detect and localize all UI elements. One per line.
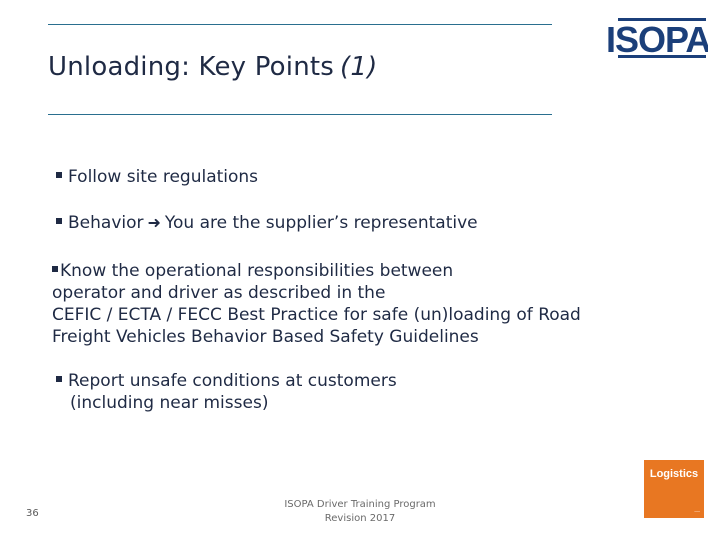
slide-title bbox=[48, 52, 377, 82]
bullet-item bbox=[52, 260, 682, 348]
bullet-square-icon bbox=[56, 218, 62, 224]
page-number: 36 bbox=[26, 508, 39, 519]
bullet-square-icon bbox=[52, 266, 58, 272]
bottom-divider bbox=[48, 114, 552, 115]
bullet-item bbox=[56, 166, 258, 188]
top-divider bbox=[48, 24, 552, 25]
bullet-line: Freight Vehicles Behavior Based Safety Guidelines bbox=[52, 327, 479, 347]
bullet-text: Behavior bbox=[68, 213, 144, 233]
isopa-logo-graphic bbox=[604, 16, 708, 66]
footer-line: ISOPA Driver Training Program bbox=[284, 499, 436, 510]
bullet-line: CEFIC / ECTA / FECC Best Practice for safe (un)loading of Road bbox=[52, 305, 581, 325]
slide-title-number: (1) bbox=[340, 52, 378, 82]
isopa-logo bbox=[604, 16, 708, 66]
bullet-item bbox=[56, 212, 478, 234]
logistics-badge bbox=[644, 460, 704, 518]
bullet-line: (including near misses) bbox=[70, 393, 269, 413]
bullet-text: Follow site regulations bbox=[68, 167, 259, 187]
bullet-line: operator and driver as described in the bbox=[52, 283, 386, 303]
logistics-badge-mark: ── bbox=[694, 509, 700, 514]
slide-title-text: Unloading: Key Points bbox=[48, 52, 335, 82]
logo-wordmark: ISOPA bbox=[606, 19, 708, 60]
logistics-badge-label: Logistics bbox=[649, 468, 699, 480]
footer-caption bbox=[240, 498, 480, 526]
arrow-right-icon: ➜ bbox=[147, 213, 161, 232]
bullet-line: Know the operational responsibilities between bbox=[60, 261, 454, 281]
bullet-item bbox=[56, 370, 476, 414]
bullet-line: Report unsafe conditions at customers bbox=[68, 371, 397, 391]
bullet-square-icon bbox=[56, 172, 62, 178]
bullet-text: You are the supplier’s representative bbox=[164, 213, 478, 233]
bullet-square-icon bbox=[56, 376, 62, 382]
footer-line: Revision 2017 bbox=[324, 513, 396, 524]
